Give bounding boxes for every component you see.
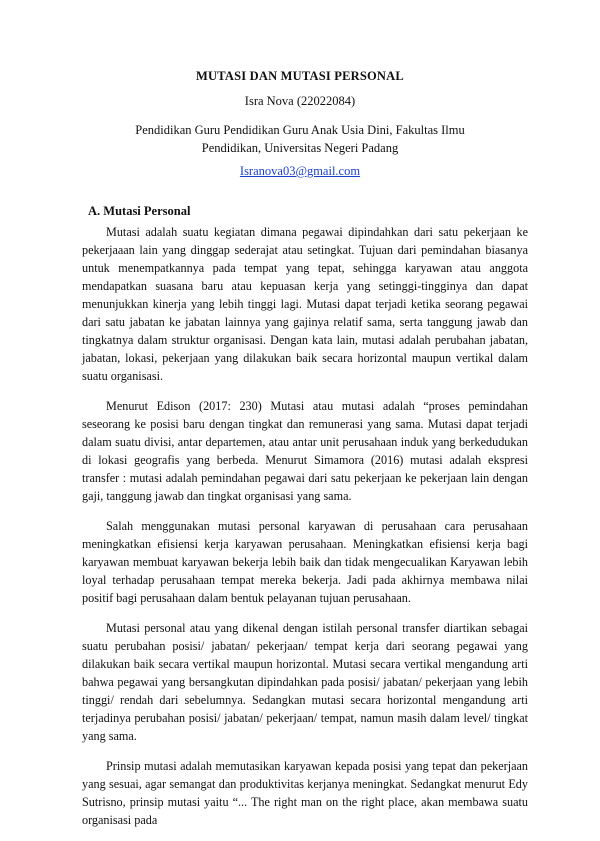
paragraph: Prinsip mutasi adalah memutasikan karyawan kepada posisi yang tepat dan pekerjaan yang sesuai, agar semangat dan produktivitas kerjanya meningkat. Sedangkat menurut Edy Sutrisno, prinsip mutasi yaitu “... The right man on the right place, akan membawa suatu organisasi pada [82,759,528,827]
paragraph: Mutasi adalah suatu kegiatan dimana pegawai dipindahkan dari satu pekerjaan ke pekerjaaan lain yang dinggap sederajat atau setingkat. Tujuan dari pemindahan biasanya untuk menempatkannya pada tempat yang tepat, sehingga karyawan atau anggota mendapatkan suasana baru atau kepuasan kerja yang setinggi-tingginya dan dapat menunjukkan kinerja yang lebih tinggi lagi. Mutasi dapat terjadi ketika seorang pegawai dari satu jabatan ke jabatan lainnya yang gajinya relatif sama, serta tanggung jawab dan tingkatnya dalam struktur organisasi. Dengan kata lain, mutasi adalah perubahan jabatan, jabatan, lokasi, pekerjaan yang dilakukan baik secara horizontal maupun vertikal dalam suatu organisasi. [82,225,528,383]
section-heading: A. Mutasi Personal [88,204,191,218]
paragraph: Mutasi personal atau yang dikenal dengan istilah personal transfer diartikan sebagai suatu perubahan posisi/ jabatan/ pekerjaan/ tempat kerja dari seorang pegawai yang dilakukan baik secara vertikal maupun horizontal. Mutasi secara vertikal mengandung arti bahwa pegawai yang bersangkutan dipindahkan pada posisi/ jabatan/ pekerjaan yang lebih tinggi/ rendah dari sebelumnya. Sedangkan mutasi secara horizontal mengandung arti terjadinya perubahan posisi/ jabatan/ pekerjaan/ tempat, namun masih dalam level/ tingkat yang sama. [82,621,528,743]
paragraph: Menurut Edison (2017: 230) Mutasi atau mutasi adalah “proses pemindahan seseorang ke posisi baru dengan tingkat dan remunerasi yang sama. Mutasi dapat terjadi dalam suatu divisi, antar departemen, atau antar unit perusahaan induk yang berkedudukan di lokasi geografis yang berbeda. Menurut Simamora (2016) mutasi adalah ekspresi transfer : mutasi adalah pemindahan pegawai dari satu pekerjaan ke pekerjaan lain dengan gaji, tanggung jawab dan tingkat organisasi yang sama. [82,399,528,503]
body-text [82,223,528,841]
paragraph: Salah menggunakan mutasi personal karyawan di perusahaan cara perusahaan meningkatkan efisiensi kerja karyawan perusahaan. Meningkatkan efisiensi kerja bagi karyawan membuat karyawan bekerja lebih baik dan tidak mengecualikan Karyawan lebih loyal terhadap perusahaan tempat mereka bekerja. Jadi pada akhirnya membawa nilai positif bagi perusahaan dalam bentuk pelayanan tujuan perusahaan. [82,519,528,605]
affiliation: Pendidikan Guru Pendidikan Guru Anak Usia Dini, Fakultas Ilmu Pendidikan, Universitas Negeri Padang [135,123,465,155]
author-line: Isra Nova (22022084) [244,94,356,108]
paper-title: MUTASI DAN MUTASI PERSONAL [196,69,404,83]
author-email-line [0,164,600,179]
author-email-link[interactable]: Isranova03@gmail.com [239,164,361,178]
